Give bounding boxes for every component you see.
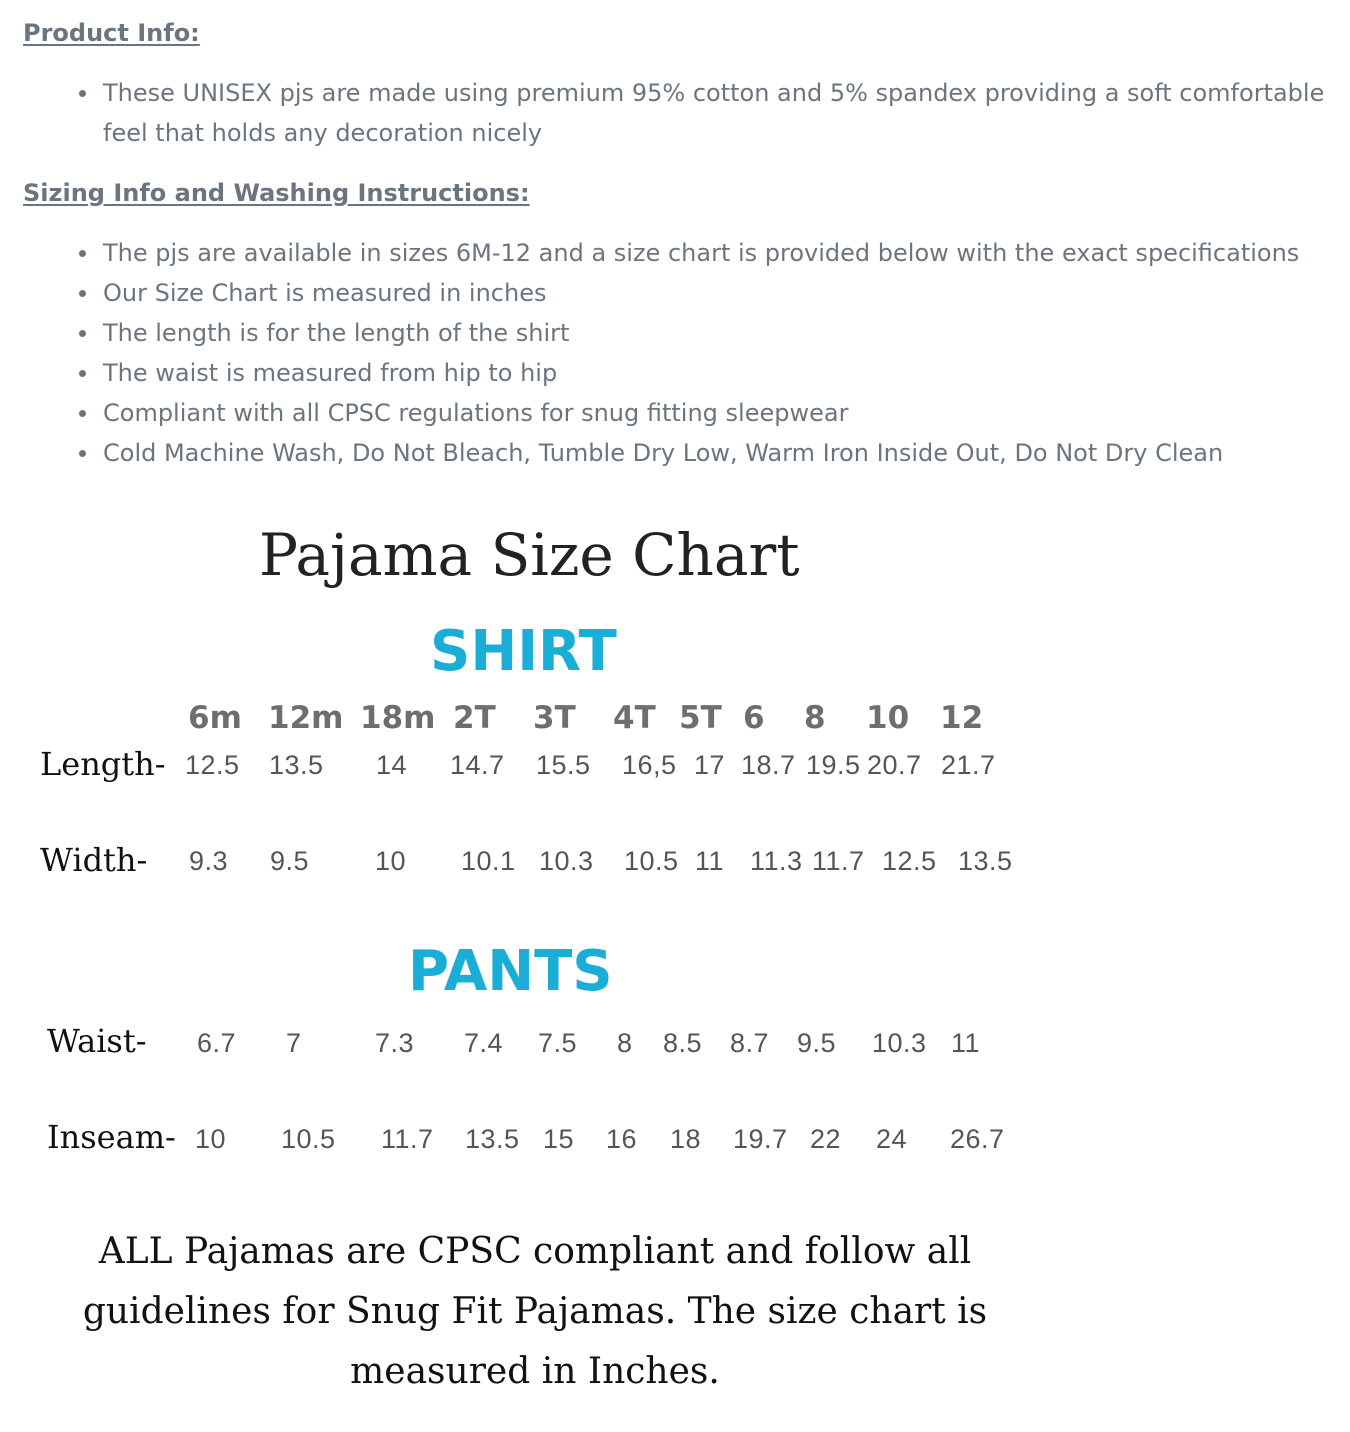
table-cell: 13.5 bbox=[465, 1124, 520, 1154]
table-cell: 8 bbox=[617, 1028, 633, 1058]
table-cell: 9.5 bbox=[270, 846, 310, 876]
table-cell: 14 bbox=[376, 750, 408, 780]
table-cell: 11.7 bbox=[381, 1124, 434, 1154]
table-cell: 11 bbox=[695, 846, 725, 876]
table-cell: 15 bbox=[543, 1124, 575, 1154]
table-cell: 12.5 bbox=[882, 846, 937, 876]
table-cell: 6.7 bbox=[197, 1028, 237, 1058]
table-cell: 10.5 bbox=[624, 846, 679, 876]
size-header: 3T bbox=[533, 700, 576, 736]
row-label: Length- bbox=[40, 745, 166, 783]
table-cell: 20.7 bbox=[867, 750, 922, 780]
list-item: These UNISEX pjs are made using premium 95% cotton and 5% spandex providing a soft comfortable feel that holds any decoration nicely bbox=[103, 73, 1333, 153]
row-label: Width- bbox=[40, 841, 148, 879]
table-cell: 16,5 bbox=[622, 750, 677, 780]
table-cell: 7.5 bbox=[538, 1028, 578, 1058]
table-cell: 10.1 bbox=[461, 846, 516, 876]
table-cell: 7 bbox=[286, 1028, 302, 1058]
table-cell: 8.5 bbox=[663, 1028, 703, 1058]
table-cell: 26.7 bbox=[950, 1124, 1005, 1154]
table-cell: 24 bbox=[876, 1124, 908, 1154]
list-item: The waist is measured from hip to hip bbox=[103, 353, 1299, 393]
shirt-section-title: SHIRT bbox=[430, 619, 617, 684]
size-header: 8 bbox=[804, 700, 826, 736]
table-cell: 10 bbox=[195, 1124, 227, 1154]
list-item: Our Size Chart is measured in inches bbox=[103, 273, 1299, 313]
list-item: The pjs are available in sizes 6M-12 and a size chart is provided below with the exact specifications bbox=[103, 233, 1299, 273]
product-info-heading: Product Info: bbox=[23, 19, 200, 47]
size-header: 10 bbox=[866, 700, 910, 736]
table-cell: 14.7 bbox=[450, 750, 505, 780]
size-header: 12m bbox=[268, 700, 344, 736]
chart-title: Pajama Size Chart bbox=[259, 521, 800, 589]
table-cell: 18.7 bbox=[741, 750, 796, 780]
table-cell: 21.7 bbox=[941, 750, 996, 780]
product-info-list bbox=[103, 73, 1333, 153]
table-cell: 9.3 bbox=[189, 846, 229, 876]
pants-section-title: PANTS bbox=[408, 939, 613, 1004]
table-cell: 19.7 bbox=[733, 1124, 788, 1154]
table-cell: 18 bbox=[670, 1124, 702, 1154]
sizing-info-heading: Sizing Info and Washing Instructions: bbox=[23, 179, 530, 207]
size-header: 6m bbox=[188, 700, 242, 736]
table-cell: 22 bbox=[810, 1124, 842, 1154]
table-cell: 15.5 bbox=[536, 750, 591, 780]
table-cell: 13.5 bbox=[958, 846, 1013, 876]
list-item: Cold Machine Wash, Do Not Bleach, Tumble Dry Low, Warm Iron Inside Out, Do Not Dry Clean bbox=[103, 433, 1299, 473]
table-cell: 7.3 bbox=[375, 1028, 415, 1058]
list-item: Compliant with all CPSC regulations for snug fitting sleepwear bbox=[103, 393, 1299, 433]
row-label: Waist- bbox=[47, 1022, 147, 1060]
table-cell: 19.5 bbox=[806, 750, 861, 780]
table-cell: 9.5 bbox=[797, 1028, 837, 1058]
table-cell: 7.4 bbox=[464, 1028, 504, 1058]
size-header: 6 bbox=[743, 700, 765, 736]
size-header: 4T bbox=[613, 700, 656, 736]
table-cell: 10 bbox=[375, 846, 407, 876]
table-cell: 10.3 bbox=[872, 1028, 927, 1058]
size-header: 18m bbox=[360, 700, 436, 736]
size-header: 12 bbox=[940, 700, 984, 736]
table-cell: 12.5 bbox=[185, 750, 240, 780]
table-cell: 10.5 bbox=[281, 1124, 336, 1154]
table-cell: 10.3 bbox=[539, 846, 594, 876]
table-cell: 11.7 bbox=[812, 846, 865, 876]
table-cell: 8.7 bbox=[730, 1028, 770, 1058]
table-cell: 17 bbox=[694, 750, 726, 780]
row-label: Inseam- bbox=[47, 1118, 176, 1156]
table-cell: 11.3 bbox=[750, 846, 803, 876]
table-cell: 11 bbox=[951, 1028, 981, 1058]
size-header: 2T bbox=[453, 700, 496, 736]
chart-footnote: ALL Pajamas are CPSC compliant and follow all guidelines for Snug Fit Pajamas. The size chart is measured in Inches. bbox=[82, 1231, 988, 1392]
size-header: 5T bbox=[679, 700, 722, 736]
sizing-info-list bbox=[103, 233, 1299, 473]
list-item: The length is for the length of the shirt bbox=[103, 313, 1299, 353]
table-cell: 13.5 bbox=[269, 750, 324, 780]
table-cell: 16 bbox=[606, 1124, 638, 1154]
